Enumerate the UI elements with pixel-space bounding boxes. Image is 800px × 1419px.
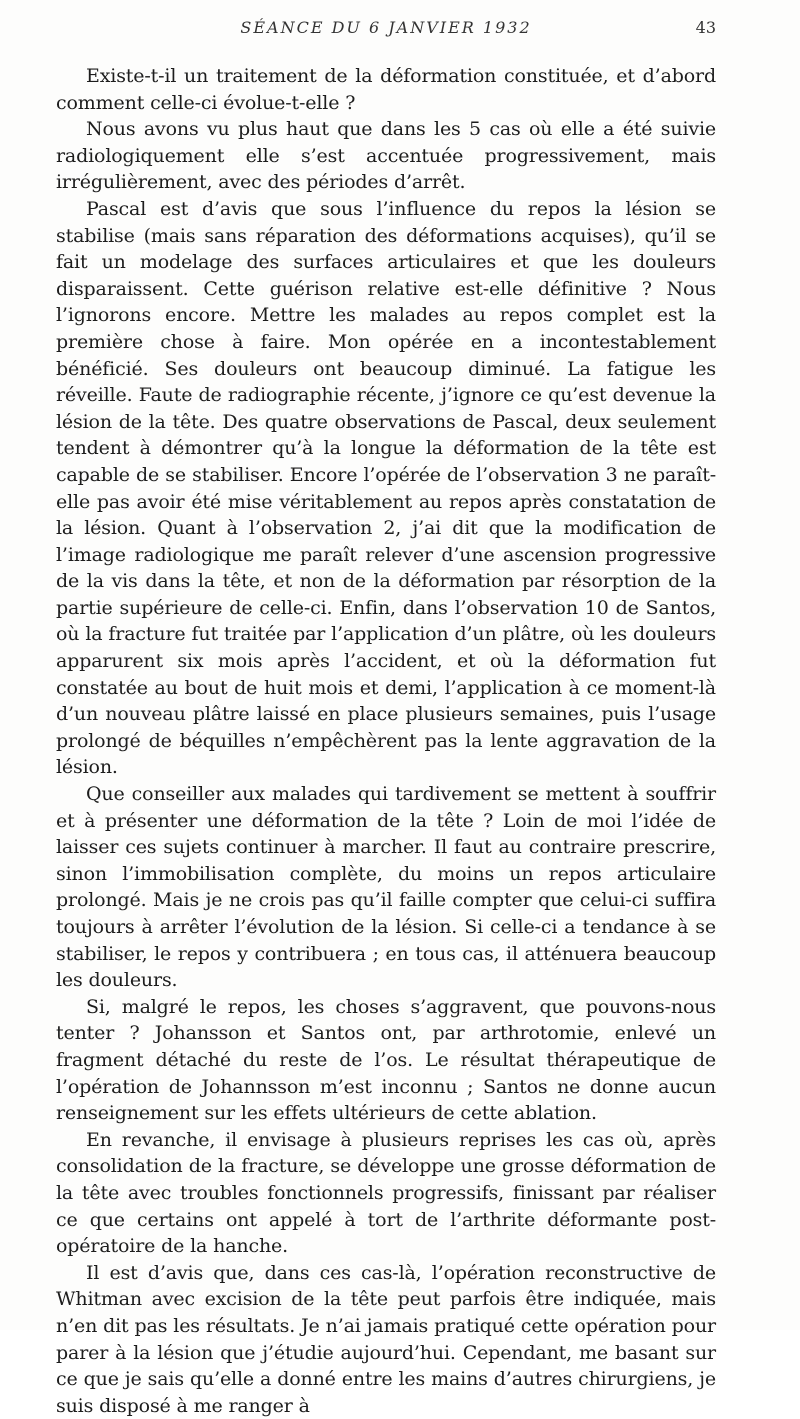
running-head — [56, 18, 716, 42]
running-title: SÉANCE DU 6 JANVIER 1932 — [240, 18, 532, 37]
paragraph: Nous avons vu plus haut que dans les 5 cas où elle a été suivie radiologiquement elle s’est accentuée progressivement, mais irrégulièrement, avec des périodes d’arrêt. — [56, 118, 716, 194]
paragraph: Existe-t-il un traitement de la déformation constituée, et d’abord comment celle-ci évolue-t-elle ? — [56, 65, 716, 114]
paragraph: Pascal est d’avis que sous l’influence du repos la lésion se stabilise (mais sans réparation des déformations acquises), qu’il se fait un modelage des surfaces articulaires et que les douleurs disparaissent. Cette guérison relative est-elle définitive ? Nous l’ignorons encore. Mettre les malades au repos complet est la première chose à faire. Mon opérée en a incontestablement bénéficié. Ses douleurs ont beaucoup diminué. La fatigue les réveille. Faute de radiographie récente, j’ignore ce qu’est devenue la lésion de la tête. Des quatre observations de Pascal, deux seulement tendent à démontrer qu’à la longue la déformation de la tête est capable de se stabiliser. Encore l’opérée de l’observation 3 ne paraît-elle pas avoir été mise véritablement au repos après constatation de la lésion. Quant à l’observation 2, j’ai dit que la modification de l’image radiologique me paraît relever d’une ascension progressive de la vis dans la tête, et non de la déformation par résorption de la partie supérieure de celle-ci. Enfin, dans l’observation 10 de Santos, où la fracture fut traitée par l’application d’un plâtre, où les douleurs apparurent six mois après l’accident, et où la déformation fut constatée au bout de huit mois et demi, l’application à ce moment-là d’un nouveau plâtre laissé en place plusieurs semaines, puis l’usage prolongé de béquilles n’empêchèrent pas la lente aggravation de la lésion. — [56, 197, 716, 779]
paragraph: Si, malgré le repos, les choses s’aggravent, que pouvons-nous tenter ? Johansson et Santos ont, par arthrotomie, enlevé un fragment détaché du reste de l’os. Le résultat thérapeutique de l’opération de Johannsson m’est inconnu ; Santos ne donne aucun renseignement sur les effets ultérieurs de cette ablation. — [56, 995, 716, 1125]
paragraph: En revanche, il envisage à plusieurs reprises les cas où, après consolidation de la fracture, se développe une grosse déformation de la tête avec troubles fonctionnels progressifs, finissant par réaliser ce que certains ont appelé à tort de l’arthrite déformante post-opératoire de la hanche. — [56, 1128, 716, 1258]
page-number: 43 — [695, 18, 716, 37]
paragraph: Il est d’avis que, dans ces cas-là, l’opération reconstructive de Whitman avec excision de la tête peut parfois être indiquée, mais n’en dit pas les résultats. Je n’ai jamais pratiqué cette opération pour parer à la lésion que j’étudie aujourd’hui. Cependant, me basant sur ce que je sais qu’elle a donné entre les mains d’autres chirurgiens, je suis disposé à me ranger à — [56, 1261, 716, 1417]
body-text — [56, 63, 716, 1419]
paragraph: Que conseiller aux malades qui tardivement se mettent à souffrir et à présenter une déformation de la tête ? Loin de moi l’idée de laisser ces sujets continuer à marcher. Il faut au contraire prescrire, sinon l’immobilisation complète, du moins un repos articulaire prolongé. Mais je ne crois pas qu’il faille compter que celui-ci suffira toujours à arrêter l’évolution de la lésion. Si celle-ci a tendance à se stabiliser, le repos y contribuera ; en tous cas, il atténuera beaucoup les douleurs. — [56, 783, 716, 992]
